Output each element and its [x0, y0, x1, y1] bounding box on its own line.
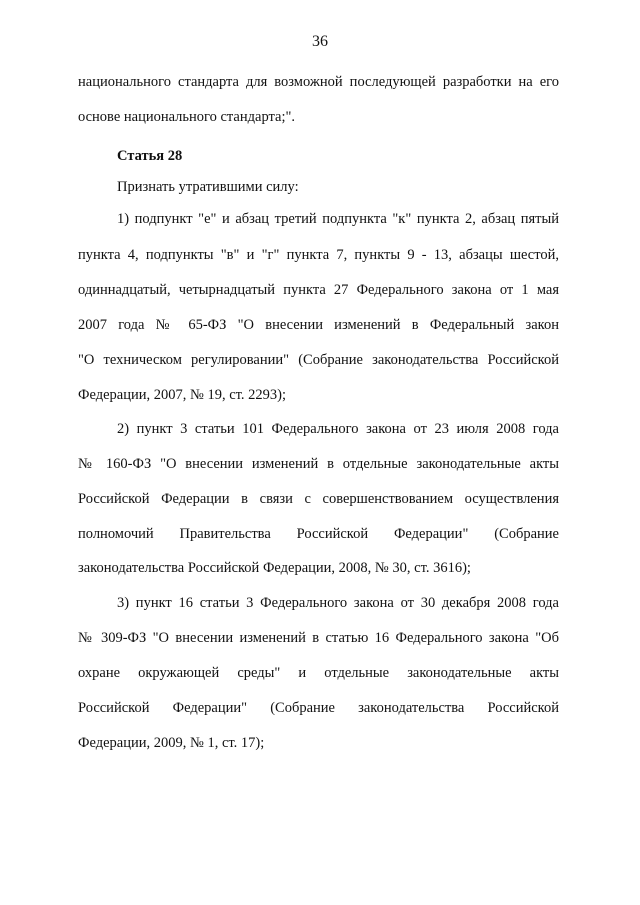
item1-line-3: одиннадцатый, четырнадцатый пункта 27 Федерального закона от 1 мая — [78, 282, 559, 298]
item2-line-4: полномочий Правительства Российской Федерации" (Собрание — [78, 526, 559, 542]
item1-line-4: 2007 года № 65-ФЗ "О внесении изменений в Федеральный закон — [78, 317, 559, 333]
article-lead: Признать утратившими силу: — [117, 179, 299, 195]
intro-line-1: национального стандарта для возможной последующей разработки на его — [78, 74, 559, 90]
item3-line-2: № 309-ФЗ "О внесении изменений в статью 16 Федерального закона "Об — [78, 630, 559, 646]
item2-line-5: законодательства Российской Федерации, 2008, № 30, ст. 3616); — [78, 560, 471, 576]
page-number: 36 — [312, 33, 328, 50]
item3-line-4: Российской Федерации" (Собрание законодательства Российской — [78, 700, 559, 716]
item3-line-5: Федерации, 2009, № 1, ст. 17); — [78, 735, 265, 751]
item2-line-1: 2) пункт 3 статьи 101 Федерального закона от 23 июля 2008 года — [117, 421, 559, 437]
intro-line-2: основе национального стандарта;". — [78, 109, 296, 125]
item2-line-2: № 160-ФЗ "О внесении изменений в отдельные законодательные акты — [78, 456, 559, 472]
item3-line-3: охране окружающей среды" и отдельные законодательные акты — [78, 665, 559, 681]
article-heading: Статья 28 — [117, 148, 183, 164]
item1-line-2: пункта 4, подпункты "в" и "г" пункта 7, пункты 9 - 13, абзацы шестой, — [78, 247, 559, 263]
item1-line-6: Федерации, 2007, № 19, ст. 2293); — [78, 387, 286, 403]
item1-line-1: 1) подпункт "е" и абзац третий подпункта "к" пункта 2, абзац пятый — [117, 211, 559, 227]
item1-line-5: "О техническом регулировании" (Собрание законодательства Российской — [78, 352, 559, 368]
item3-line-1: 3) пункт 16 статьи 3 Федерального закона от 30 декабря 2008 года — [117, 595, 559, 611]
item2-line-3: Российской Федерации в связи с совершенствованием осуществления — [78, 491, 559, 507]
